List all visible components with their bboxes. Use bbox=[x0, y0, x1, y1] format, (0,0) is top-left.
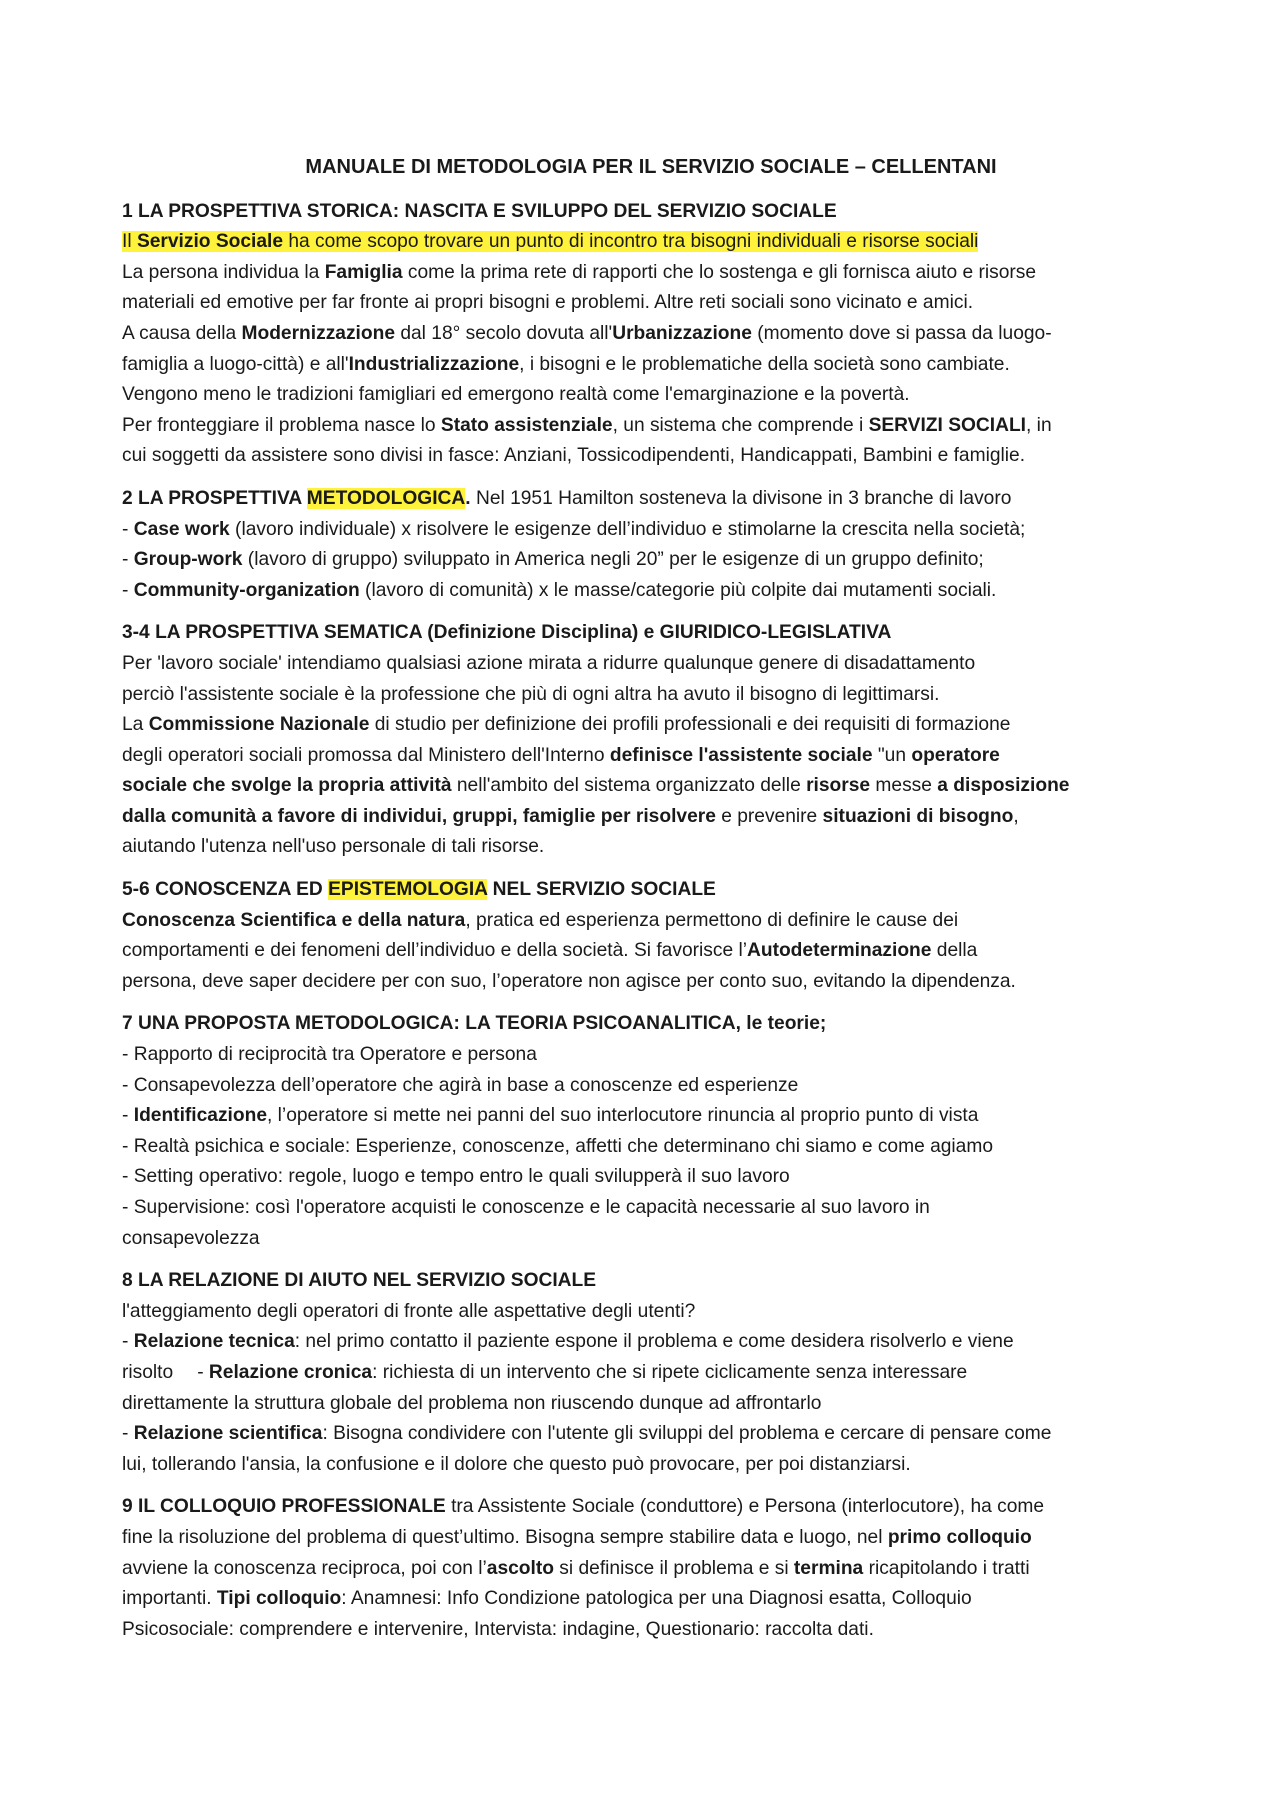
heading-text: . bbox=[465, 487, 471, 509]
list-item: - Setting operativo: regole, luogo e tempo entro le quali svilupperà il suo lavoro bbox=[122, 1166, 790, 1188]
text: , pratica ed esperienza permettono di definire le cause dei bbox=[465, 909, 959, 931]
highlighted-term: METODOLOGICA bbox=[306, 487, 466, 509]
text: comportamenti e dei fenomeni dell’individuo e della società. Si favorisce l’ bbox=[122, 940, 747, 962]
paragraph-line bbox=[122, 1523, 1180, 1554]
paragraph-line: direttamente la struttura globale del problema non riuscendo dunque ad affrontarlo bbox=[122, 1392, 822, 1414]
text: (lavoro individuale) x risolvere le esigenze dell’individuo e stimolarne la crescita nella società; bbox=[229, 518, 1026, 540]
bold-term: termina bbox=[793, 1557, 864, 1579]
text: "un bbox=[872, 744, 912, 766]
text: nell'ambito del sistema organizzato delle bbox=[451, 775, 807, 797]
bold-term: situazioni di bisogno bbox=[822, 805, 1014, 827]
text: messe bbox=[870, 775, 938, 797]
section-psychoanalytic-theory bbox=[122, 1009, 1180, 1254]
bold-term: Relazione scientifica bbox=[133, 1423, 323, 1445]
text: risolto bbox=[122, 1361, 174, 1383]
document-title: MANUALE DI METODOLOGIA PER IL SERVIZIO SOCIALE – CELLENTANI bbox=[305, 156, 997, 178]
text: : richiesta di un intervento che si ripete ciclicamente senza interessare bbox=[372, 1361, 968, 1383]
text: Il bbox=[122, 231, 137, 253]
heading-text: 2 LA PROSPETTIVA bbox=[122, 487, 307, 509]
bold-term: Famiglia bbox=[324, 261, 403, 283]
paragraph-line bbox=[122, 1584, 1180, 1615]
list-item: - Realtà psichica e sociale: Esperienze, conoscenze, affetti che determinano chi siamo e come agiamo bbox=[122, 1135, 994, 1157]
bullet: - bbox=[122, 1105, 134, 1127]
bold-term: dalla comunità a favore di individui, gruppi, famiglie per risolvere bbox=[122, 805, 716, 827]
text: importanti. bbox=[122, 1588, 217, 1610]
bold-term: SERVIZI SOCIALI bbox=[868, 414, 1027, 436]
paragraph-line bbox=[122, 710, 1180, 741]
text: degli operatori sociali promossa dal Ministero dell'Interno bbox=[122, 744, 610, 766]
paragraph-line: cui soggetti da assistere sono divisi in fasce: Anziani, Tossicodipendenti, Handicappati, Bambini e famiglie. bbox=[122, 445, 1026, 467]
list-item: - Consapevolezza dell’operatore che agirà in base a conoscenze ed esperienze bbox=[122, 1074, 799, 1096]
list-item-continuation: consapevolezza bbox=[122, 1227, 260, 1249]
section-epistemology bbox=[122, 875, 1180, 997]
list-item: - Supervisione: così l'operatore acquisti le conoscenze e le capacità necessarie al suo lavoro in bbox=[122, 1197, 930, 1218]
section-heading bbox=[122, 875, 1180, 906]
text: Per fronteggiare il problema nasce lo bbox=[122, 414, 441, 436]
paragraph-line bbox=[122, 741, 1180, 772]
bullet: - bbox=[122, 579, 134, 601]
bold-term: Stato assistenziale bbox=[440, 414, 613, 436]
text: ricapitolando i tratti bbox=[863, 1557, 1030, 1579]
text: tra Assistente Sociale (conduttore) e Persona (interlocutore), ha come bbox=[445, 1496, 1045, 1518]
section-heading: 1 LA PROSPETTIVA STORICA: NASCITA E SVILUPPO DEL SERVIZIO SOCIALE bbox=[122, 200, 837, 222]
bullet: - bbox=[122, 549, 134, 571]
bold-term: Identificazione bbox=[133, 1105, 267, 1127]
paragraph-line: l'atteggiamento degli operatori di fronte alle aspettative degli utenti? bbox=[122, 1300, 696, 1322]
text: si definisce il problema e si bbox=[553, 1557, 794, 1579]
bold-term: Relazione cronica bbox=[208, 1361, 373, 1383]
text: dal 18° secolo dovuta all' bbox=[395, 322, 613, 344]
heading-text: 5-6 CONOSCENZA ED bbox=[122, 879, 329, 901]
bullet: - bbox=[122, 518, 134, 540]
text: , i bisogni e le problematiche della società sono cambiate. bbox=[519, 353, 1010, 375]
bold-term: Conoscenza Scientifica e della natura bbox=[122, 909, 466, 931]
text: La bbox=[122, 714, 149, 736]
section-heading: 8 LA RELAZIONE DI AIUTO NEL SERVIZIO SOCIALE bbox=[122, 1270, 597, 1292]
heading-text: NEL SERVIZIO SOCIALE bbox=[487, 879, 716, 901]
highlighted-term: EPISTEMOLOGIA bbox=[328, 879, 488, 901]
text: : nel primo contatto il paziente espone il problema e come desidera risolverlo e viene bbox=[294, 1331, 1014, 1353]
section-heading bbox=[122, 484, 1180, 515]
bold-term: Autodeterminazione bbox=[747, 940, 932, 962]
paragraph-line: aiutando l'utenza nell'uso personale di tali risorse. bbox=[122, 836, 545, 858]
text: , bbox=[1013, 805, 1019, 827]
text: Nel 1951 Hamilton sosteneva la divisone in 3 branche di lavoro bbox=[470, 487, 1012, 509]
text: La persona individua la bbox=[122, 261, 325, 283]
text: come la prima rete di rapporti che lo sostenga e gli fornisca aiuto e risorse bbox=[402, 261, 1037, 283]
text: e prevenire bbox=[715, 805, 823, 827]
paragraph-line bbox=[122, 411, 1180, 442]
bold-term: ascolto bbox=[486, 1557, 554, 1579]
text: famiglia a luogo-città) e all' bbox=[122, 353, 349, 375]
section-heading: 9 IL COLLOQUIO PROFESSIONALE bbox=[122, 1496, 446, 1518]
bold-term: Servizio Sociale bbox=[136, 231, 284, 253]
paragraph-line: persona, deve saper decidere per con suo, l’operatore non agisce per conto suo, evitando la dipendenza. bbox=[122, 970, 1016, 992]
text: della bbox=[931, 940, 978, 962]
bullet: - bbox=[197, 1361, 209, 1383]
text: A causa della bbox=[122, 322, 242, 344]
list-item bbox=[122, 1358, 1180, 1389]
bold-term: Group-work bbox=[133, 549, 243, 571]
paragraph-line: lui, tollerando l'ansia, la confusione e il dolore che questo può provocare, per poi distanziarsi. bbox=[122, 1453, 911, 1475]
paragraph-line bbox=[122, 771, 1180, 802]
bold-term: primo colloquio bbox=[887, 1526, 1032, 1548]
bold-term: risorse bbox=[806, 775, 871, 797]
bold-term: Urbanizzazione bbox=[612, 322, 752, 344]
paragraph-line bbox=[122, 1492, 1180, 1523]
list-item bbox=[122, 576, 1180, 607]
bold-term: operatore bbox=[911, 744, 1000, 766]
paragraph-line bbox=[122, 350, 1180, 381]
document-page bbox=[122, 152, 1180, 1657]
section-methodological-perspective bbox=[122, 484, 1180, 606]
text: fine la risoluzione del problema di quest’ultimo. Bisogna sempre stabilire data e luogo, nel bbox=[122, 1526, 888, 1548]
highlighted-line bbox=[122, 227, 1180, 258]
text: di studio per definizione dei profili professionali e dei requisiti di formazione bbox=[369, 714, 1011, 736]
bold-term: Industrializzazione bbox=[348, 353, 520, 375]
text: (lavoro di comunità) x le masse/categorie più colpite dai mutamenti sociali. bbox=[359, 579, 997, 601]
paragraph-line bbox=[122, 906, 1180, 937]
bold-term: a disposizione bbox=[937, 775, 1070, 797]
section-heading: 3-4 LA PROSPETTIVA SEMATICA (Definizione Disciplina) e GIURIDICO-LEGISLATIVA bbox=[122, 622, 892, 644]
bold-term: Relazione tecnica bbox=[133, 1331, 295, 1353]
paragraph-line bbox=[122, 1554, 1180, 1585]
list-item bbox=[122, 545, 1180, 576]
text: (lavoro di gruppo) sviluppato in America negli 20” per le esigenze di un gruppo definito; bbox=[242, 549, 984, 571]
bold-term: Commissione Nazionale bbox=[148, 714, 370, 736]
paragraph-line bbox=[122, 936, 1180, 967]
section-professional-interview bbox=[122, 1492, 1180, 1645]
text: : Anamnesi: Info Condizione patologica per una Diagnosi esatta, Colloquio bbox=[341, 1588, 972, 1610]
bullet: - bbox=[122, 1331, 134, 1353]
section-help-relationship bbox=[122, 1266, 1180, 1480]
bullet: - bbox=[122, 1423, 134, 1445]
list-item bbox=[122, 1419, 1180, 1450]
paragraph-line bbox=[122, 258, 1180, 289]
section-semantic-legislative bbox=[122, 618, 1180, 863]
list-item bbox=[122, 1327, 1180, 1358]
text: avviene la conoscenza reciproca, poi con l’ bbox=[122, 1557, 487, 1579]
text: ha come scopo trovare un punto di incontro tra bisogni individuali e risorse sociali bbox=[283, 231, 979, 253]
bold-term: Tipi colloquio bbox=[216, 1588, 342, 1610]
text: : Bisogna condividere con l'utente gli sviluppi del problema e cercare di pensare come bbox=[322, 1423, 1052, 1445]
section-heading: 7 UNA PROPOSTA METODOLOGICA: LA TEORIA PSICOANALITICA, le teorie; bbox=[122, 1013, 827, 1035]
list-item bbox=[122, 515, 1180, 546]
paragraph-line bbox=[122, 802, 1180, 833]
paragraph-line bbox=[122, 319, 1180, 350]
bold-term: sociale che svolge la propria attività bbox=[122, 775, 452, 797]
text: , in bbox=[1026, 414, 1052, 436]
paragraph-line: perciò l'assistente sociale è la professione che più di ogni altra ha avuto il bisogno di legittimarsi. bbox=[122, 683, 940, 705]
text: , un sistema che comprende i bbox=[612, 414, 869, 436]
paragraph-line: Per 'lavoro sociale' intendiamo qualsiasi azione mirata a ridurre qualunque genere di disadattamento bbox=[122, 652, 976, 674]
paragraph-line: materiali ed emotive per far fronte ai propri bisogni e problemi. Altre reti sociali sono vicinato e amici. bbox=[122, 292, 974, 314]
bold-term: Modernizzazione bbox=[241, 322, 395, 344]
list-item bbox=[122, 1101, 1180, 1132]
section-historical-perspective bbox=[122, 197, 1180, 472]
list-item: - Rapporto di reciprocità tra Operatore e persona bbox=[122, 1044, 537, 1066]
bold-term: definisce l'assistente sociale bbox=[609, 744, 873, 766]
bold-term: Community-organization bbox=[133, 579, 360, 601]
text: (momento dove si passa da luogo- bbox=[751, 322, 1052, 344]
paragraph-line: Psicosociale: comprendere e intervenire, Intervista: indagine, Questionario: raccolta dati. bbox=[122, 1618, 874, 1640]
bold-term: Case work bbox=[133, 518, 230, 540]
paragraph-line: Vengono meno le tradizioni famigliari ed emergono realtà come l'emarginazione e la povertà. bbox=[122, 384, 910, 406]
text: , l’operatore si mette nei panni del suo interlocutore rinuncia al proprio punto di vista bbox=[267, 1105, 979, 1127]
